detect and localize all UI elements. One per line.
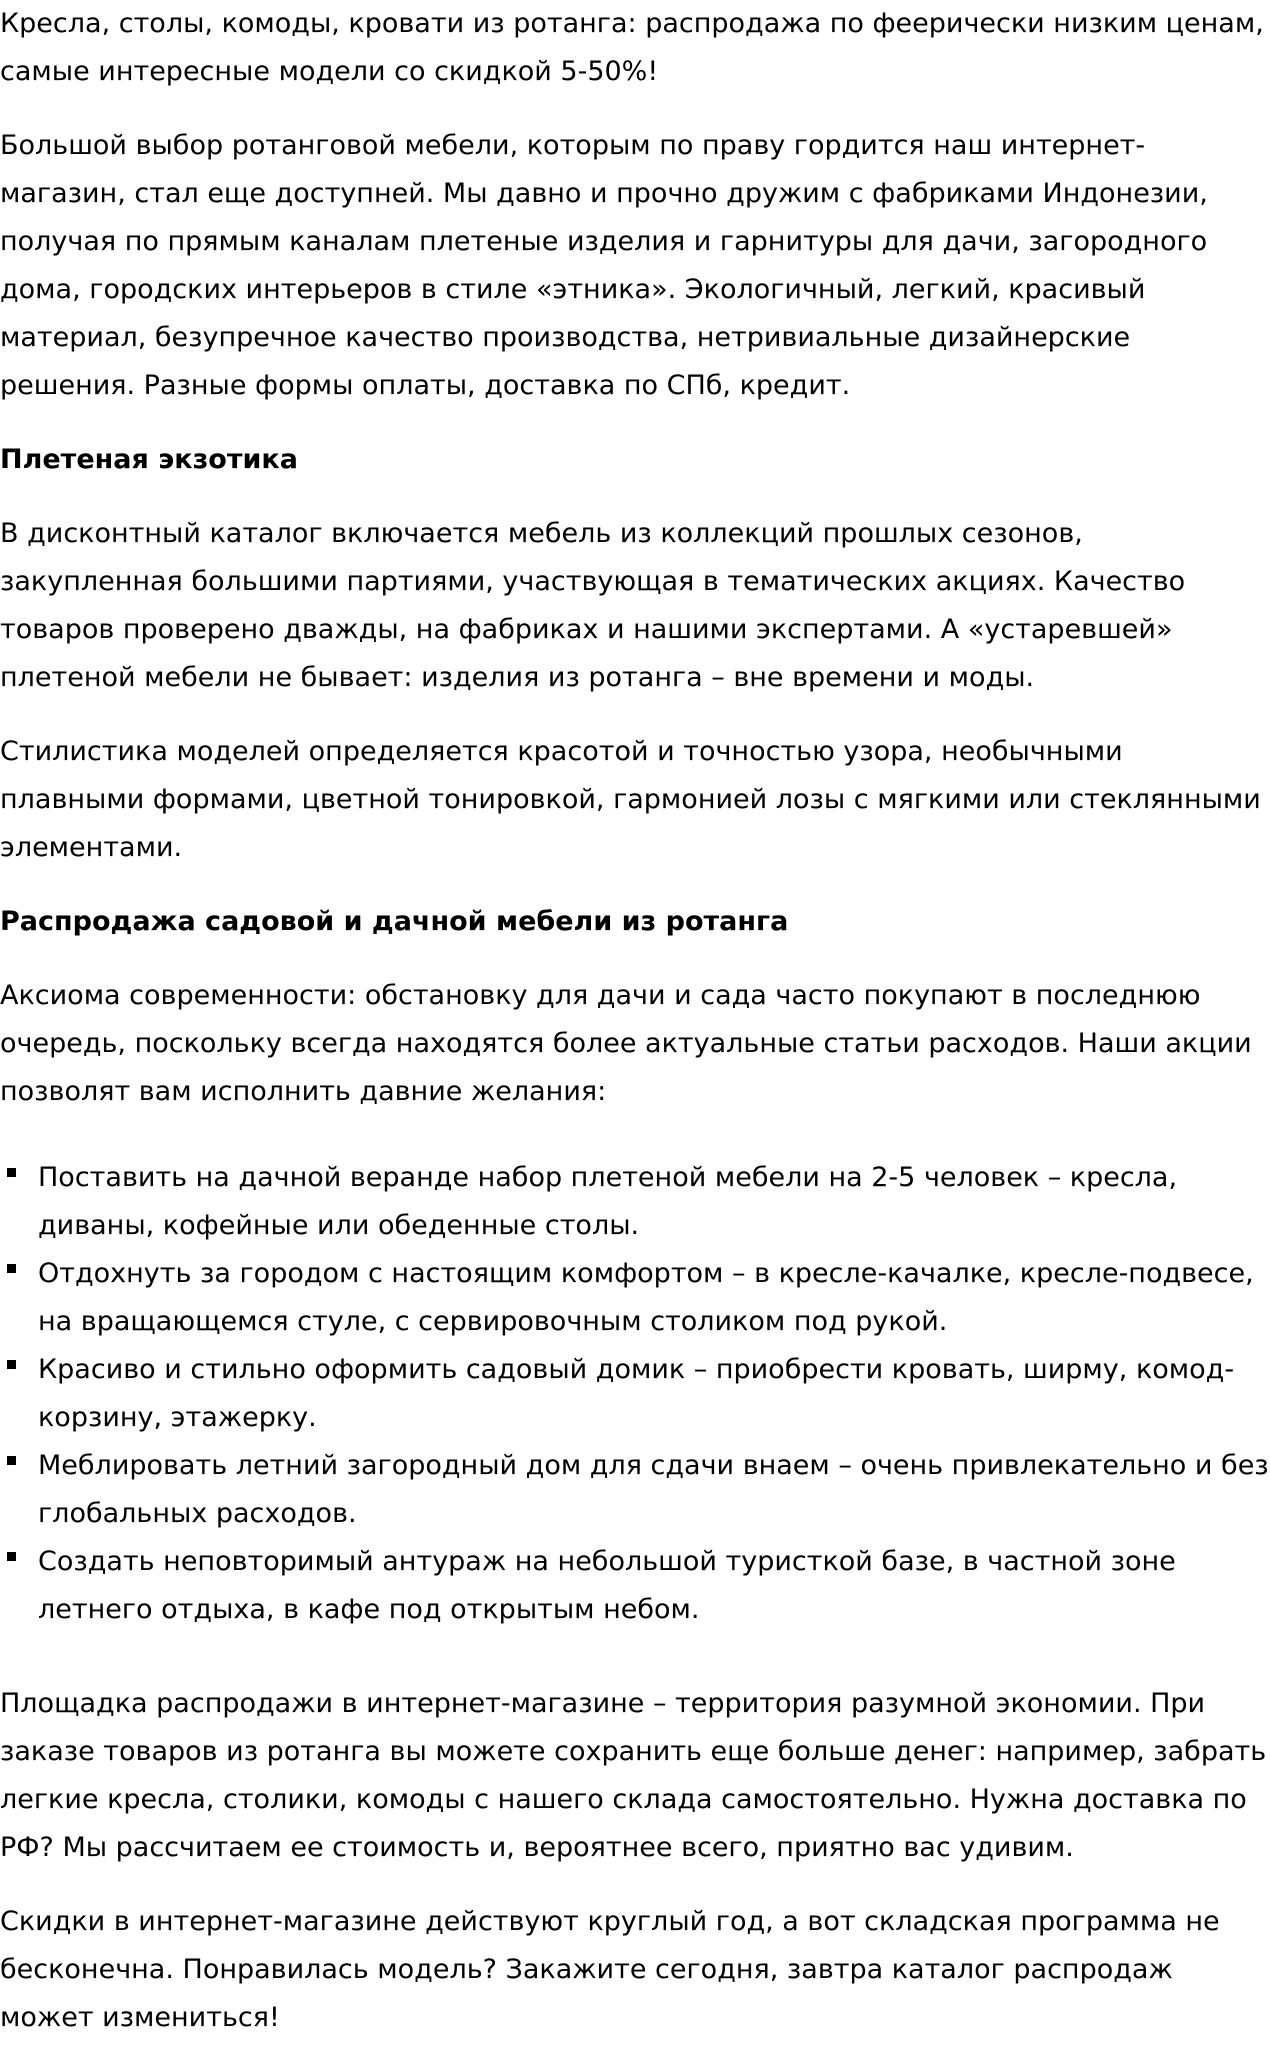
wishes-list <box>0 1154 1270 1634</box>
assortment-paragraph: Большой выбор ротанговой мебели, которым по праву гордится наш интернет-магазин, стал еще доступней. Мы давно и прочно дружим с фабриками Индонезии, получая по прямым каналам плетеные изделия и гарнитуры для дачи, загородного дома, городских интерьеров в стиле «этника». Экологичный, легкий, красивый материал, безупречное качество производства, нетривиальные дизайнерские решения. Разные формы оплаты, доставка по СПб, кредит. <box>0 130 1208 401</box>
list-item: Поставить на дачной веранде набор плетеной мебели на 2-5 человек – кресла, диваны, кофейные или обеденные столы. <box>0 1154 1270 1250</box>
catalog-paragraph: В дисконтный каталог включается мебель из коллекций прошлых сезонов, закупленная большими партиями, участвующая в тематических акциях. Качество товаров проверено дважды, на фабриках и нашими экспертами. А «устаревшей» плетеной мебели не бывает: изделия из ротанга – вне времени и моды. <box>0 518 1186 693</box>
list-item: Отдохнуть за городом с настоящим комфортом – в кресле-качалке, кресле-подвесе, на вращающемся стуле, с сервировочным столиком под рукой. <box>0 1250 1270 1346</box>
style-paragraph: Стилистика моделей определяется красотой и точностью узора, необычными плавными формами, цветной тонировкой, гармонией лозы с мягкими или стеклянными элементами. <box>0 736 1261 863</box>
intro-paragraph: Кресла, столы, комоды, кровати из ротанга: распродажа по феерически низким ценам, самые интересные модели со скидкой 5-50%! <box>0 8 1264 87</box>
list-item: Создать неповторимый антураж на небольшой туристкой базе, в частной зоне летнего отдыха, в кафе под открытым небом. <box>0 1538 1270 1634</box>
section-heading-exotic: Плетеная экзотика <box>0 444 298 475</box>
list-item: Меблировать летний загородный дом для сдачи внаем – очень привлекательно и без глобальных расходов. <box>0 1442 1270 1538</box>
sale-lead-paragraph: Аксиома современности: обстановку для дачи и сада часто покупают в последнюю очередь, поскольку всегда находятся более актуальные статьи расходов. Наши акции позволят вам исполнить давние желания: <box>0 980 1252 1107</box>
section-heading-sale: Распродажа садовой и дачной мебели из ротанга <box>0 906 789 937</box>
economy-paragraph: Площадка распродажи в интернет-магазине – территория разумной экономии. При заказе товаров из ротанга вы можете сохранить еще больше денег: например, забрать легкие кресла, столики, комоды с нашего склада самостоятельно. Нужна доставка по РФ? Мы рассчитаем ее стоимость и, вероятнее всего, приятно вас удивим. <box>0 1688 1267 1863</box>
discounts-paragraph: Скидки в интернет-магазине действуют круглый год, а вот складская программа не бесконечна. Понравилась модель? Закажите сегодня, завтра каталог распродаж может измениться! <box>0 1906 1220 2033</box>
list-item: Красиво и стильно оформить садовый домик – приобрести кровать, ширму, комод-корзину, этажерку. <box>0 1346 1270 1442</box>
